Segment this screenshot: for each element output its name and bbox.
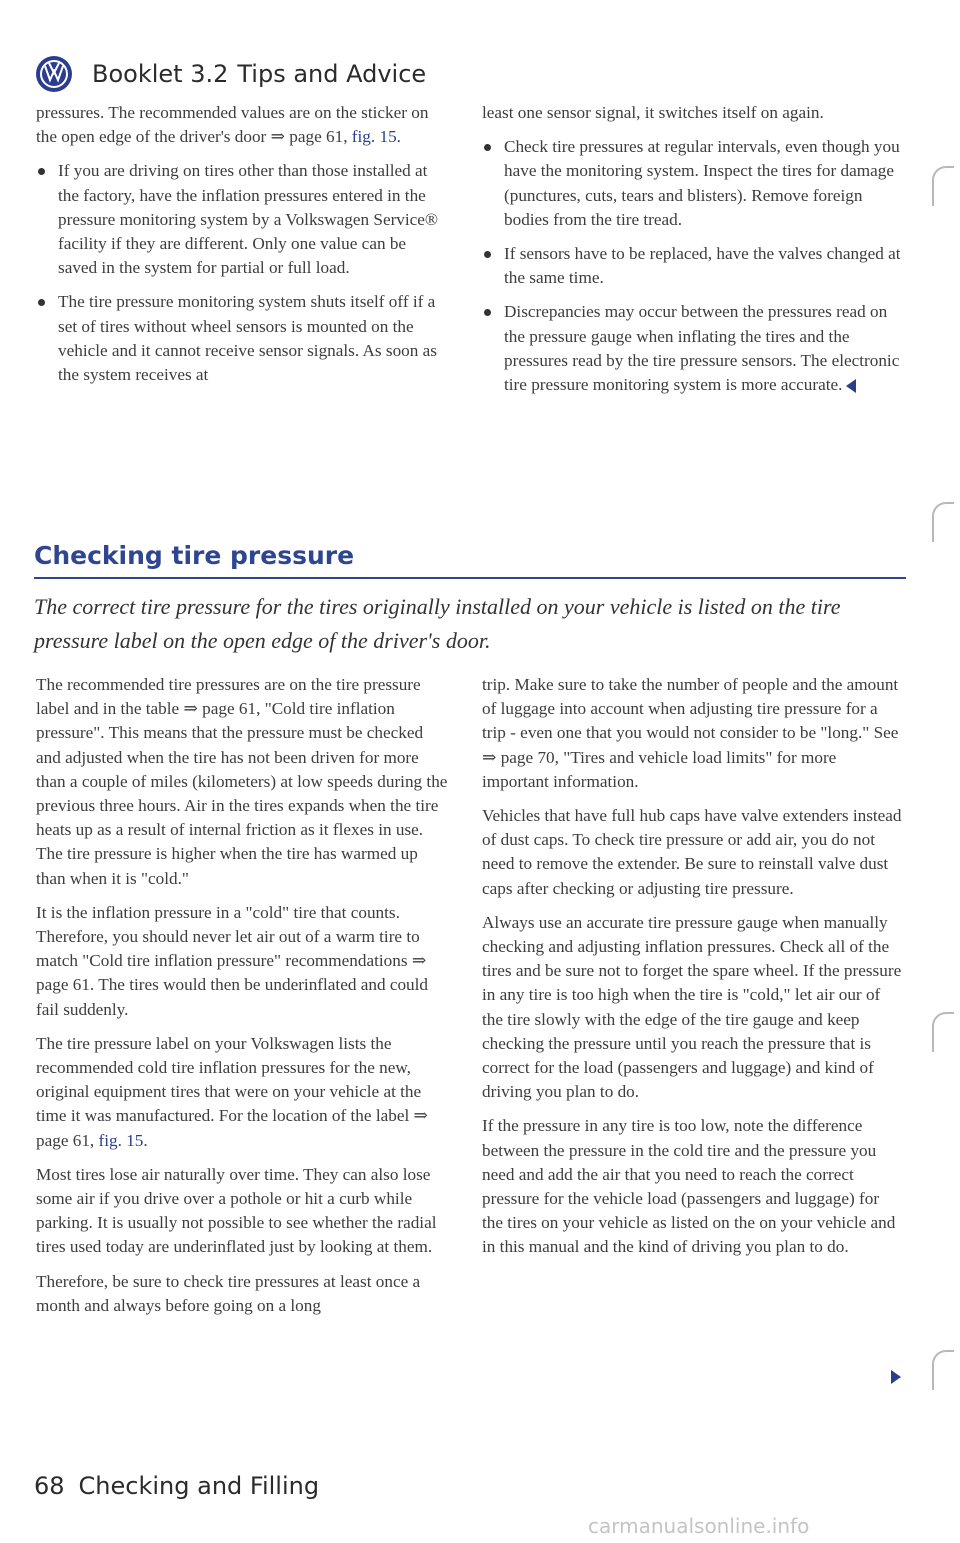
page-edge-mark <box>932 1350 954 1390</box>
paragraph: Most tires lose air naturally over time. They can also lose some air if you drive over a pothole or hit a curb while parking. It is usually not possible to see whether the radial tires used today are underinflated just by looking at them. <box>36 1164 437 1257</box>
paragraph: Vehicles that have full hub caps have valve extenders instead of dust caps. To check tire pressure or add air, you do not need to remove the extender. Be sure to reinstall valve dust caps after checking or adjusting tire pressure. <box>482 806 902 898</box>
paragraph: It is the inflation pressure in a "cold" tire that counts. Therefore, you should never let air out of a warm tire to match "Cold tire inflation pressure" recommendations ⇒ page 61. The tires would then be underinflated and could fail suddenly. <box>36 902 429 1019</box>
bullet-item: If you are driving on tires other than those installed at the factory, have the inflation pressures entered in the pressure monitoring system by a Volkswagen Service® facility if they are different. Only one value can be saved in the system for partial or full load. <box>36 159 448 280</box>
bullet-item: Discrepancies may occur between the pressures read on the pressure gauge when inflating the tires and the pressures read by the tire pressure sensors. The electronic tire pressure monitoring system is more accurate. <box>482 300 902 397</box>
column-right-top <box>482 101 902 407</box>
paragraph: The recommended tire pressures are on the tire pressure label and in the table ⇒ page 61, "Cold tire inflation pressure". This means that the pressure must be checked and adjusted when the tire has not been driven for more than a couple of miles (kilometers) at low speeds during the previous three hours. Air in the tires expands when the tire heats up as a result of internal friction as it flexes in use. The tire pressure is higher when the tire has warmed up than when it is "cold." <box>36 675 448 888</box>
paragraph: trip. Make sure to take the number of people and the amount of luggage into account when adjusting tire pressure for a trip - even one that you would not consider to be "long." See ⇒ page 70, "Tires and vehicle load limits" for more important information. <box>482 675 899 791</box>
volkswagen-logo-icon <box>36 56 72 92</box>
column-right-bottom <box>482 673 902 1270</box>
section-heading: Checking tire pressure <box>34 541 355 570</box>
booklet-label: Booklet 3.2 <box>92 60 229 88</box>
page-edge-mark <box>932 166 954 206</box>
paragraph: Therefore, be sure to check tire pressures at least once a month and always before going on a long <box>36 1271 421 1315</box>
end-marker-icon <box>846 379 856 393</box>
page-edge-mark <box>932 1012 954 1052</box>
figure-link[interactable]: fig. 15. <box>98 1130 148 1150</box>
watermark: carmanualsonline.info <box>588 1514 810 1538</box>
paragraph: If the pressure in any tire is too low, note the difference between the pressure in the cold tire and the pressure you need and add the air that you need to reach the correct pressure for the vehicle load (passengers and luggage) for the tires on your vehicle as listed on the on your vehicle and in this manual and the kind of driving you plan to do. <box>482 1116 896 1257</box>
paragraph: pressures. The recommended values are on the sticker on the open edge of the driver's door ⇒ page 61, fig. 15. <box>36 103 429 147</box>
paragraph: The tire pressure label on your Volkswagen lists the recommended cold tire inflation pressures for the new, original equipment tires that were on your vehicle at the time it was manufactured. For the location of the label ⇒ page 61, fig. 15. <box>36 1033 428 1150</box>
bullet-item: Check tire pressures at regular intervals, even though you have the monitoring system. Inspect the tires for damage (punctures, cuts, tears and blisters). Remove foreign bodies from the tire tread. <box>482 135 902 232</box>
paragraph: least one sensor signal, it switches itself on again. <box>482 103 824 122</box>
column-left-bottom <box>36 673 448 1328</box>
bullet-item: The tire pressure monitoring system shuts itself off if a set of tires without wheel sensors is mounted on the vehicle and it cannot receive sensor signals. As soon as the system receives at <box>36 290 448 387</box>
figure-link[interactable]: fig. 15. <box>351 127 401 147</box>
page-edge-mark <box>932 502 954 542</box>
chapter-title: Checking and Filling <box>78 1472 320 1500</box>
paragraph: Always use an accurate tire pressure gauge when manually checking and adjusting inflation pressures. Check all of the tires and be sure not to forget the spare wheel. If the pressure in any tire is too high when the tire is "cold," let air our of the tire slowly with the edge of the tire gauge and keep checking the pressure until you reach the pressure that is correct for the load (passengers and luggage) and kind of driving you plan to do. <box>482 912 902 1102</box>
section-divider <box>34 577 906 579</box>
page-header <box>36 52 435 96</box>
header-title <box>92 60 435 88</box>
section-intro: The correct tire pressure for the tires originally installed on your vehicle is listed on the tire pressure label on the open edge of the driver's door. <box>34 594 841 653</box>
column-left-top <box>36 101 448 397</box>
page-footer <box>34 1472 333 1500</box>
page-number: 68 <box>34 1472 65 1500</box>
bullet-item: If sensors have to be replaced, have the valves changed at the same time. <box>482 242 902 290</box>
section-label: Tips and Advice <box>237 60 427 88</box>
continue-arrow-icon <box>891 1370 901 1384</box>
